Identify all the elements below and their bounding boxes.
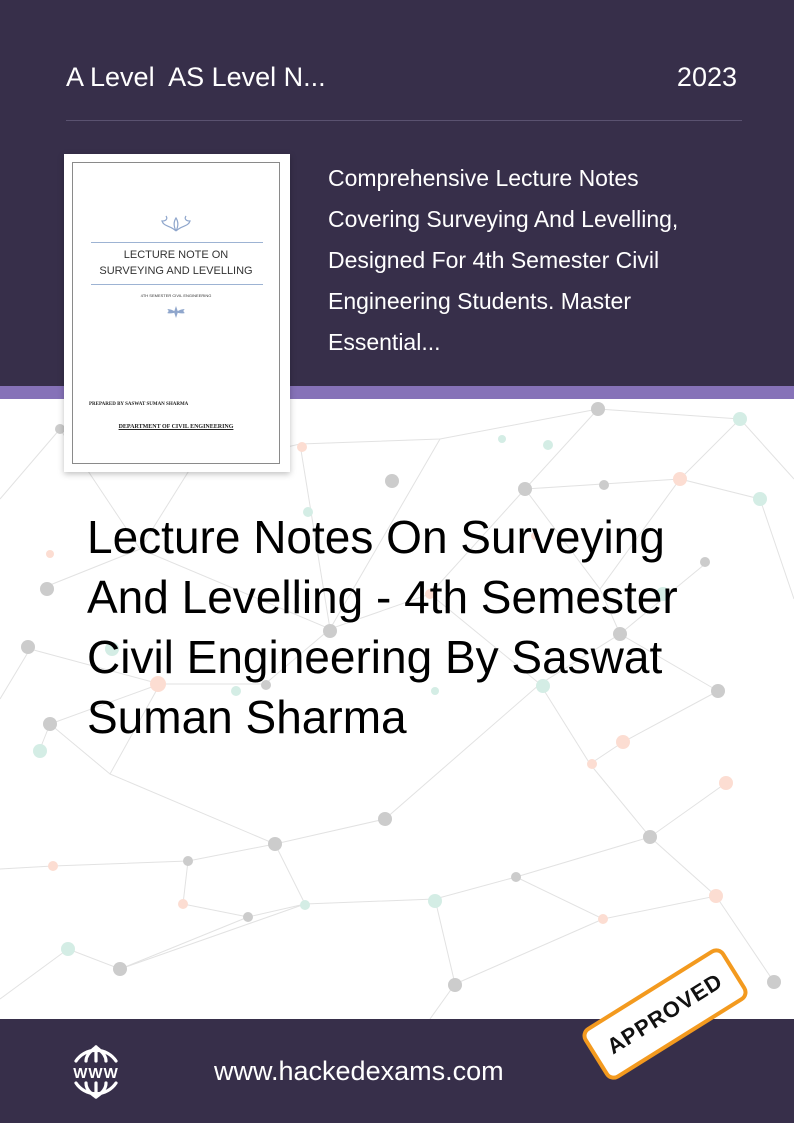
svg-text:WWW: WWW bbox=[73, 1065, 119, 1082]
cover-title-line1: LECTURE NOTE ON bbox=[123, 249, 229, 261]
cover-title-line2: SURVEYING AND LEVELLING bbox=[99, 265, 253, 277]
header-divider bbox=[66, 120, 742, 121]
category-label: A Level AS Level N... bbox=[66, 62, 326, 92]
cover-prepared-by: PREPARED BY SASWAT SUMAN SHARMA bbox=[89, 402, 189, 407]
website-link[interactable]: www.hackedexams.com bbox=[214, 1056, 504, 1086]
document-cover-thumbnail bbox=[64, 154, 290, 472]
cover-rule-top bbox=[91, 242, 263, 243]
document-description: Comprehensive Lecture Notes Covering Surveying And Levelling, Designed For 4th Semester Civil Engineering Students. Master Essential... bbox=[328, 165, 679, 355]
cover-frame bbox=[72, 162, 280, 464]
year-label: 2023 bbox=[676, 62, 737, 92]
cover-rule-bottom bbox=[91, 284, 263, 285]
ornament-bottom-icon bbox=[166, 304, 186, 320]
cover-subtitle: 4TH SEMESTER CIVIL ENGINEERING bbox=[140, 293, 212, 298]
main-title: Lecture Notes On Surveying And Levelling - 4th Semester Civil Engineering By Saswat Suman Sharma bbox=[87, 511, 678, 743]
ornament-top-icon bbox=[156, 215, 196, 233]
www-globe-icon bbox=[64, 1043, 128, 1101]
approved-stamp-label: APPROVED bbox=[602, 968, 728, 1060]
cover-title bbox=[73, 247, 279, 279]
cover-department: DEPARTMENT OF CIVIL ENGINEERING bbox=[118, 424, 234, 430]
